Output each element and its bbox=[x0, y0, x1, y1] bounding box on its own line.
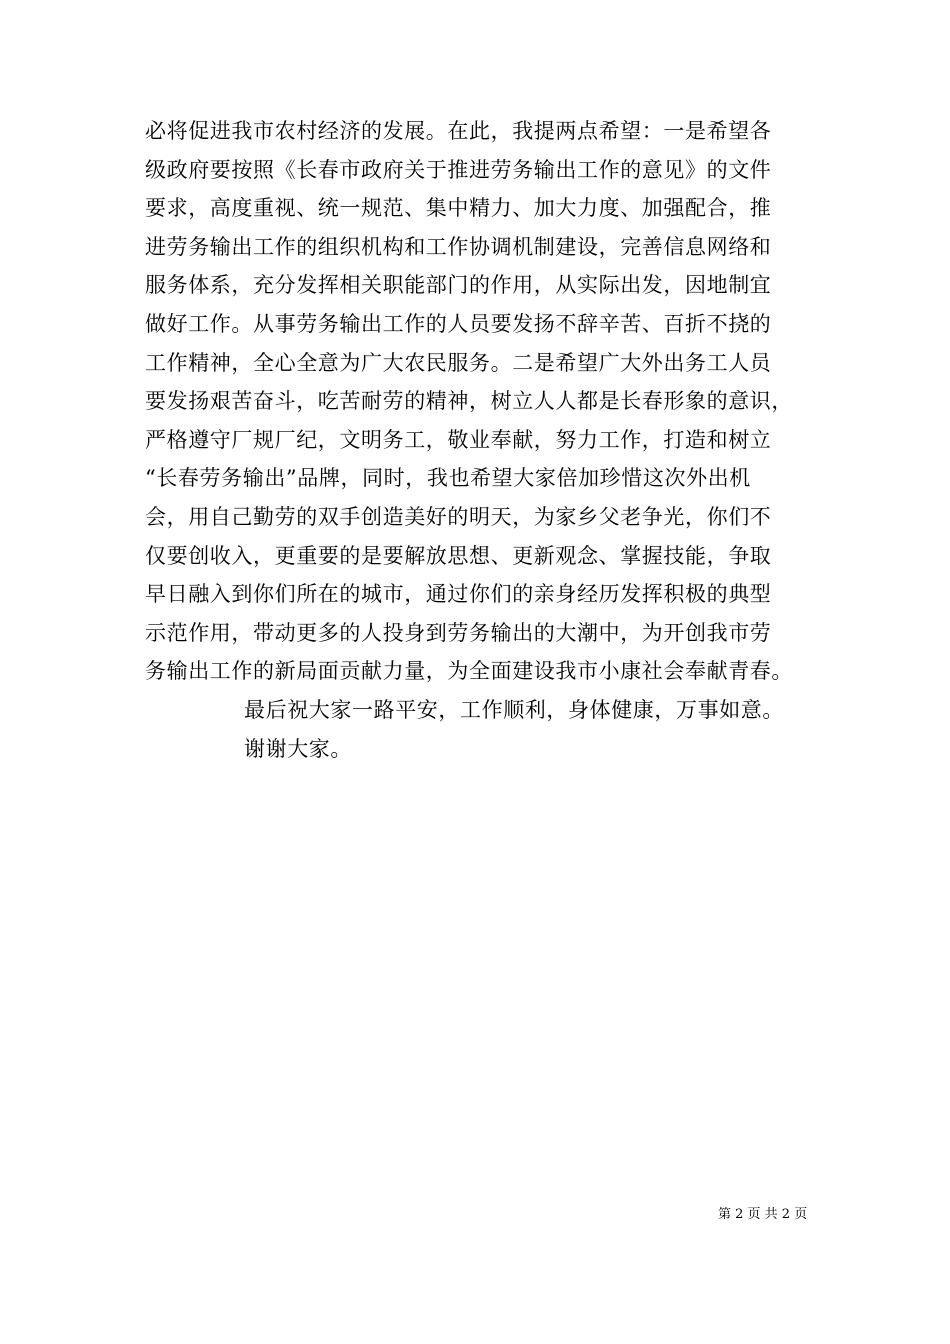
text-line: 必将促进我市农村经济的发展。在此，我提两点希望：一是希望各 bbox=[145, 119, 772, 143]
text-line: 工作精神，全心全意为广大农民服务。二是希望广大外出务工人员 bbox=[145, 350, 772, 375]
thanks-line: 谢谢大家。 bbox=[244, 736, 352, 761]
text-line: 务输出工作的新局面贡献力量，为全面建设我市小康社会奉献青春。 bbox=[145, 659, 793, 684]
text-line: “长春劳务输出”品牌，同时，我也希望大家倍加珍惜这次外出机 bbox=[145, 466, 751, 491]
page-number-footer: 第 2 页 共 2 页 bbox=[718, 1207, 808, 1222]
text-line: 级政府要按照《长春市政府关于推进劳务输出工作的意见》的文件 bbox=[145, 157, 772, 182]
text-line: 服务体系，充分发挥相关职能部门的作用，从实际出发，因地制宜 bbox=[145, 273, 772, 298]
text-line: 示范作用，带动更多的人投身到劳务输出的大潮中，为开创我市劳 bbox=[145, 620, 772, 645]
text-line: 做好工作。从事劳务输出工作的人员要发扬不辞辛苦、百折不挠的 bbox=[145, 311, 772, 336]
text-line: 要求，高度重视、统一规范、集中精力、加大力度、加强配合，推 bbox=[145, 196, 772, 221]
speech-body bbox=[145, 112, 825, 768]
text-line: 早日融入到你们所在的城市，通过你们的亲身经历发挥积极的典型 bbox=[145, 582, 772, 607]
text-line: 会，用自己勤劳的双手创造美好的明天，为家乡父老争光，你们不 bbox=[145, 504, 772, 529]
text-line: 进劳务输出工作的组织机构和工作协调机制建设，完善信息网络和 bbox=[145, 234, 772, 259]
text-line: 严格遵守厂规厂纪，文明务工，敬业奉献，努力工作，打造和树立 bbox=[145, 427, 772, 452]
text-line: 要发扬艰苦奋斗，吃苦耐劳的精神，树立人人都是长春形象的意识， bbox=[145, 389, 793, 414]
text-line: 仅要创收入，更重要的是要解放思想、更新观念、掌握技能，争取 bbox=[145, 543, 772, 568]
closing-wishes-line: 最后祝大家一路平安，工作顺利，身体健康，万事如意。 bbox=[244, 697, 784, 722]
